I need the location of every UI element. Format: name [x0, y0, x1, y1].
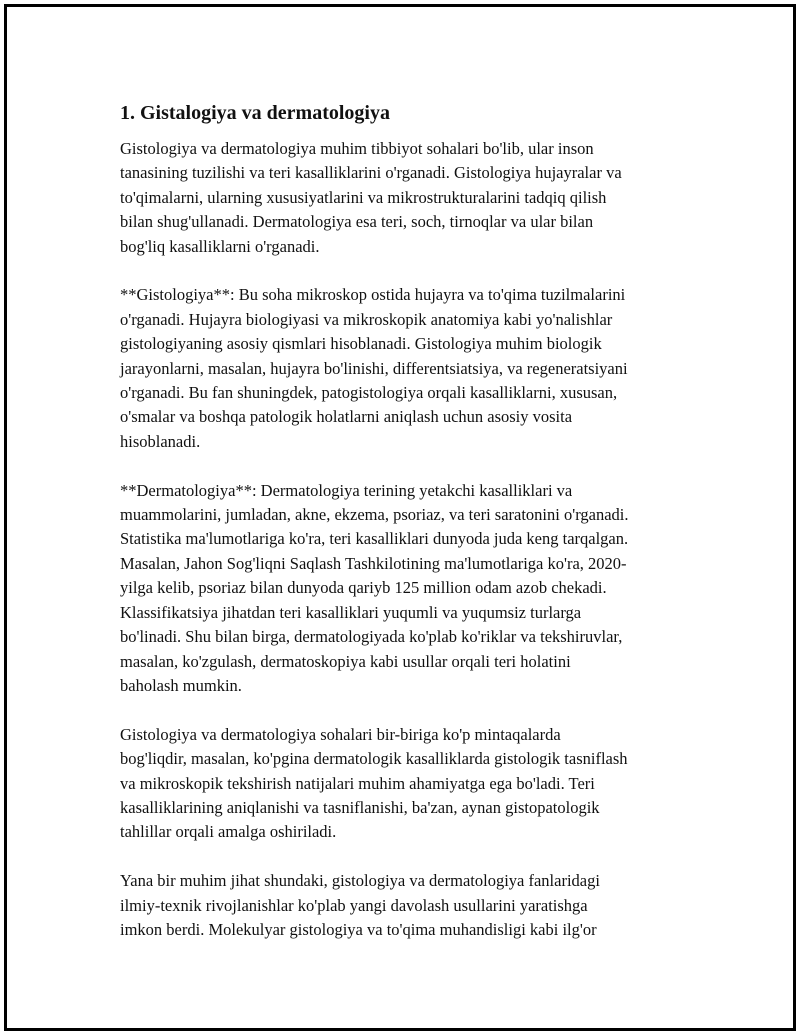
- text-line: Masalan, Jahon Sog'liqni Saqlash Tashkilotining ma'lumotlariga ko'ra, 2020-: [120, 553, 627, 573]
- text-line: bilan shug'ullanadi. Dermatologiya esa teri, soch, tirnoqlar va ular bilan: [120, 212, 594, 232]
- text-line: imkon berdi. Molekulyar gistologiya va to'qima muhandisligi kabi ilg'or: [120, 919, 597, 939]
- document-body: [120, 99, 700, 967]
- text-line: Statistika ma'lumotlariga ko'ra, teri kasalliklari dunyoda juda keng tarqalgan.: [120, 529, 629, 549]
- text-line: hisoblanadi.: [120, 431, 201, 451]
- text-line: Gistologiya va dermatologiya muhim tibbiyot sohalari bo'lib, ular inson: [120, 139, 594, 158]
- text-line: **Gistologiya**: Bu soha mikroskop ostida hujayra va to'qima tuzilmalarini: [120, 285, 626, 305]
- paragraph-development: [120, 869, 700, 942]
- paragraph-connection: [120, 723, 700, 845]
- text-line: ilmiy-texnik rivojlanishlar ko'plab yangi davolash usullarini yaratishga: [120, 895, 588, 915]
- text-line: baholash mumkin.: [120, 675, 242, 695]
- text-line: gistologiyaning asosiy qismlari hisoblanadi. Gistologiya muhim biologik: [120, 334, 602, 354]
- text-line: Klassifikatsiya jihatdan teri kasalliklari yuqumli va yuqumsiz turlarga: [120, 602, 582, 622]
- text-line: **Dermatologiya**: Dermatologiya terining yetakchi kasalliklari va: [120, 480, 573, 500]
- text-line: tahlillar orqali amalga oshiriladi.: [120, 822, 337, 842]
- text-line: yilga kelib, psoriaz bilan dunyoda qariyb 125 million odam azob chekadi.: [120, 578, 607, 598]
- text-line: Gistologiya va dermatologiya sohalari bir-biriga ko'p mintaqalarda: [120, 724, 561, 744]
- text-line: muammolarini, jumladan, akne, ekzema, psoriaz, va teri saratonini o'rganadi.: [120, 505, 629, 525]
- paragraph-dermatologiya: [120, 479, 700, 699]
- document-page: [4, 4, 796, 1031]
- text-line: masalan, ko'zgulash, dermatoskopiya kabi usullar orqali teri holatini: [120, 651, 571, 671]
- text-line: kasalliklarining aniqlanishi va tasniflanishi, ba'zan, aynan gistopatologik: [120, 797, 600, 817]
- text-line: jarayonlarni, masalan, hujayra bo'linishi, differentsiatsiya, va regeneratsiyani: [120, 358, 628, 378]
- text-line: bog'liq kasalliklarni o'rganadi.: [120, 236, 320, 256]
- text-line: Yana bir muhim jihat shundaki, gistologiya va dermatologiya fanlaridagi: [120, 871, 600, 891]
- text-line: o'rganadi. Bu fan shuningdek, patogistologiya orqali kasalliklarni, xususan,: [120, 383, 618, 403]
- text-line: bo'linadi. Shu bilan birga, dermatologiyada ko'plab ko'riklar va tekshiruvlar,: [120, 627, 623, 647]
- text-line: to'qimalarni, ularning xususiyatlarini va mikrostrukturalarini tadqiq qilish: [120, 187, 607, 207]
- text-line: o'rganadi. Hujayra biologiyasi va mikroskopik anatomiya kabi yo'nalishlar: [120, 309, 613, 329]
- text-line: bog'liqdir, masalan, ko'pgina dermatologik kasalliklarda gistologik tasniflash: [120, 749, 628, 769]
- text-line: tanasining tuzilishi va teri kasalliklarini o'rganadi. Gistologiya hujayralar va: [120, 163, 622, 183]
- text-line: o'smalar va boshqa patologik holatlarni aniqlash uchun asosiy vosita: [120, 407, 573, 427]
- text-line: va mikroskopik tekshirish natijalari muhim ahamiyatga ega bo'ladi. Teri: [120, 773, 595, 793]
- paragraph-intro: [120, 137, 700, 259]
- paragraph-gistologiya: [120, 283, 700, 454]
- section-heading: 1. Gistalogiya va dermatologiya: [120, 102, 390, 124]
